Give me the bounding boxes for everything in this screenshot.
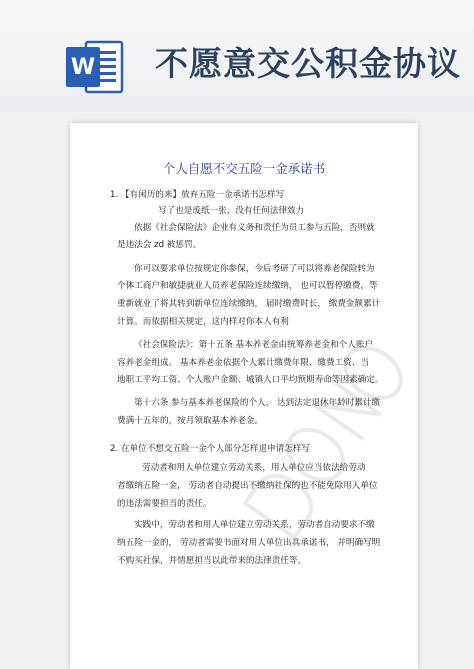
banner — [0, 0, 474, 112]
line-16: 者缴纳五险一金， 劳动者自动提出不缴纳社保的也不能免除用人单位 — [117, 481, 378, 491]
document-page — [70, 123, 418, 669]
line-10: 容养老金组成。 基本养老金依据个人累计缴费年限、缴费工资、当 — [117, 358, 369, 368]
line-12: 第十六条 参与基本养老保险的个人， 达到法定退休年龄时累计缴 — [134, 398, 381, 408]
line-5: 你可以要求单位按规定你参保，今后考研了可以将养老保险转为 — [134, 264, 375, 274]
line-4: 是违法会 zd 被惩罚。 — [117, 240, 202, 250]
line-14: 2. 在单位不想交五险一金个人部分怎样退申请怎样写 — [110, 444, 310, 454]
line-19: 纳五险一金的， 劳动者需要书面对用人单位出具承诺书， 并明确写明 — [117, 538, 381, 548]
line-20: 不购买社保，并情愿担当以此带来的法律责任等。 — [117, 556, 307, 566]
line-13: 费满十五年的，按月领取基本养老金。 — [117, 416, 264, 426]
line-15: 劳动者和用人单位建立劳动关系，用人单位应当依法给劳动 — [142, 463, 366, 473]
word-document-icon — [64, 36, 126, 98]
line-3: 依据《社会保险法》企业有义务和责任为员工参与五险，否则就 — [134, 223, 375, 233]
line-7: 重新就业了将其转到新单位连续缴纳， 届时缴费时长， 缴费金额累计 — [117, 299, 381, 309]
banner-title: 不愿意交公积金协议 — [155, 44, 461, 83]
line-8: 计算。而依据相关规定，这内样对你本人有利 — [117, 317, 289, 327]
line-2: 写了也是废纸一张，没有任何法律效力 — [158, 206, 305, 216]
line-1: 1. 【有闲历的来】放弃五险一金承诺书怎样写 — [110, 190, 285, 200]
line-17: 的违法需要担当的责任。 — [117, 499, 212, 509]
line-11: 地职工平均工资、个人账户金额、城镇人口平均预期寿命等因素确定。 — [117, 375, 384, 385]
line-6: 个体工商户和敏捷就业人员养老保险连续缴纳， 也可以暂停缴费，等 — [117, 281, 378, 291]
word-logo-letter: W — [70, 55, 96, 80]
line-9: 《社会保险法》：第十五条 基本养老金由统筹养老金和个人账户 — [134, 340, 374, 350]
document-title: 个人自愿不交五险一金承诺书 — [162, 161, 326, 176]
line-18: 实践中，劳动者和用人单位建立劳动关系，劳动者自动要求不缴 — [134, 520, 375, 530]
